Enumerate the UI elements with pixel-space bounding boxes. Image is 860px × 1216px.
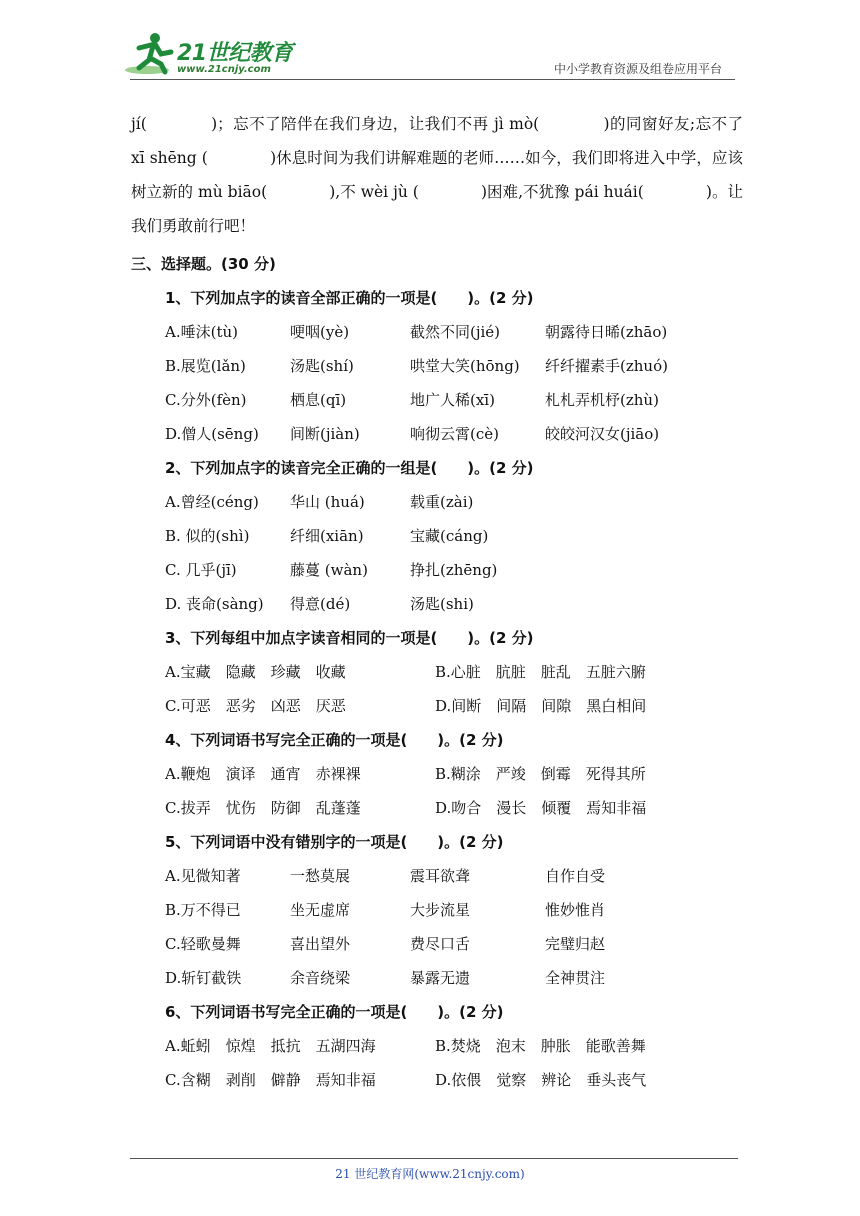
option-item: 汤匙(shí) [290, 357, 354, 375]
option-item: 汤匙(shi) [410, 595, 474, 613]
option-item: C.拔弄 忧伤 防御 乱蓬蓬 [165, 799, 361, 817]
option-item: 朝露待日晞(zhāo) [545, 323, 668, 341]
footer-divider [130, 1158, 738, 1159]
option-item: 华山 (huá) [290, 493, 365, 511]
option-item: 得意(dé) [290, 595, 351, 613]
option-item: 响彻云霄(cè) [410, 425, 499, 443]
question-stem: 4、下列词语书写完全正确的一项是( )。(2 分) [165, 731, 504, 749]
question-list [131, 281, 743, 1097]
option-row [165, 587, 743, 621]
option-item: D.吻合 漫长 倾覆 焉知非福 [435, 799, 647, 817]
option-item: C.分外(fèn) [165, 391, 247, 409]
option-item: 完璧归赵 [545, 935, 606, 953]
option-item: A.见微知著 [165, 867, 241, 885]
intro-paragraph: jí( )；忘不了陪伴在我们身边，让我们不再 jì mò( )的同窗好友;忘不了 xī shēng ( )休息时间为我们讲解难题的老师……如今，我们即将进入中学，应该树立新的 mù biāo( ),不 wèi jù ( )困难,不犹豫 pái huái( )。让我们勇敢前行吧！ [131, 115, 743, 235]
option-item: B.展览(lǎn) [165, 357, 246, 375]
option-item: 全神贯注 [545, 969, 606, 987]
question-stem: 5、下列词语中没有错别字的一项是( )。(2 分) [165, 833, 504, 851]
exam-content [131, 107, 743, 1097]
option-item: 纤细(xiān) [290, 527, 364, 545]
option-item: B.万不得已 [165, 901, 241, 919]
runner-logo-icon [125, 30, 177, 76]
question-stem: 2、下列加点字的读音完全正确的一组是( )。(2 分) [165, 459, 534, 477]
option-item: 载重(zài) [410, 493, 474, 511]
option-row [165, 859, 743, 893]
site-logo [125, 30, 295, 80]
option-item: 挣扎(zhēng) [410, 561, 498, 579]
option-row [165, 519, 743, 553]
option-item: 纤纤擢素手(zhuó) [545, 357, 668, 375]
option-item: B.糊涂 严竣 倒霉 死得其所 [435, 765, 646, 783]
option-row [165, 757, 743, 791]
option-item: 惟妙惟肖 [545, 901, 606, 919]
option-item: 藤蔓 (wàn) [290, 561, 368, 579]
option-item: 宝藏(cáng) [410, 527, 489, 545]
platform-name: 中小学教育资源及组卷应用平台 [553, 62, 722, 76]
option-item: C.可恶 恶劣 凶恶 厌恶 [165, 697, 346, 715]
option-item: B.焚烧 泡末 肿胀 能歌善舞 [435, 1037, 646, 1055]
option-item: 大步流星 [410, 901, 471, 919]
option-row [165, 315, 743, 349]
option-item: A.曾经(céng) [165, 493, 259, 511]
question-stem: 1、下列加点字的读音全部正确的一项是( )。(2 分) [165, 289, 534, 307]
option-row [165, 349, 743, 383]
option-item: B.心脏 肮脏 脏乱 五脏六腑 [435, 663, 646, 681]
option-item: 坐无虚席 [290, 901, 351, 919]
option-item: 余音绕梁 [290, 969, 351, 987]
option-item: C.含糊 剥削 僻静 焉知非福 [165, 1071, 376, 1089]
footer-text: 21 世纪教育网(www.21cnjy.com) [335, 1167, 525, 1181]
option-row [165, 1063, 743, 1097]
option-row [165, 927, 743, 961]
option-item: D.僧人(sēng) [165, 425, 259, 443]
logo-url-text: www.21cnjy.com [177, 64, 271, 75]
section-title: 三、选择题。(30 分) [131, 255, 276, 273]
option-item: 自作自受 [545, 867, 606, 885]
option-item: D. 丧命(sàng) [165, 595, 264, 613]
option-item: 栖息(qī) [290, 391, 347, 409]
option-item: 札札弄机杼(zhù) [545, 391, 659, 409]
option-item: 截然不同(jié) [410, 323, 501, 341]
option-item: 皎皎河汉女(jiāo) [545, 425, 660, 443]
option-item: 暴露无遗 [410, 969, 471, 987]
option-item: 间断(jiàn) [290, 425, 360, 443]
option-row [165, 417, 743, 451]
option-item: B. 似的(shì) [165, 527, 250, 545]
option-item: D.斩钉截铁 [165, 969, 242, 987]
option-item: 哽咽(yè) [290, 323, 350, 341]
option-row [165, 485, 743, 519]
option-item: C. 几乎(jī) [165, 561, 237, 579]
option-item: D.间断 间隔 间隙 黑白相间 [435, 697, 647, 715]
option-item: 费尽口舌 [410, 935, 471, 953]
option-row [165, 893, 743, 927]
option-item: D.依偎 觉察 辨论 垂头丧气 [435, 1071, 647, 1089]
option-row [165, 383, 743, 417]
option-item: 震耳欲聋 [410, 867, 471, 885]
option-item: A.宝藏 隐藏 珍藏 收藏 [165, 663, 346, 681]
option-row [165, 961, 743, 995]
option-item: A.鞭炮 演译 通宵 赤裸裸 [165, 765, 361, 783]
option-row [165, 1029, 743, 1063]
option-item: 喜出望外 [290, 935, 351, 953]
option-row [165, 655, 743, 689]
question-stem: 3、下列每组中加点字读音相同的一项是( )。(2 分) [165, 629, 534, 647]
option-row [165, 791, 743, 825]
option-item: 一愁莫展 [290, 867, 351, 885]
option-item: A.唾沫(tù) [165, 323, 238, 341]
option-item: C.轻歌曼舞 [165, 935, 241, 953]
option-item: 地广人稀(xī) [410, 391, 495, 409]
option-row [165, 553, 743, 587]
header-divider [130, 79, 735, 80]
logo-brand-text: 21世纪教育 [177, 41, 293, 66]
option-row [165, 689, 743, 723]
question-stem: 6、下列词语书写完全正确的一项是( )。(2 分) [165, 1003, 504, 1021]
option-item: 哄堂大笑(hōng) [410, 357, 520, 375]
option-item: A.蚯蚓 惊煌 抵抗 五湖四海 [165, 1037, 376, 1055]
